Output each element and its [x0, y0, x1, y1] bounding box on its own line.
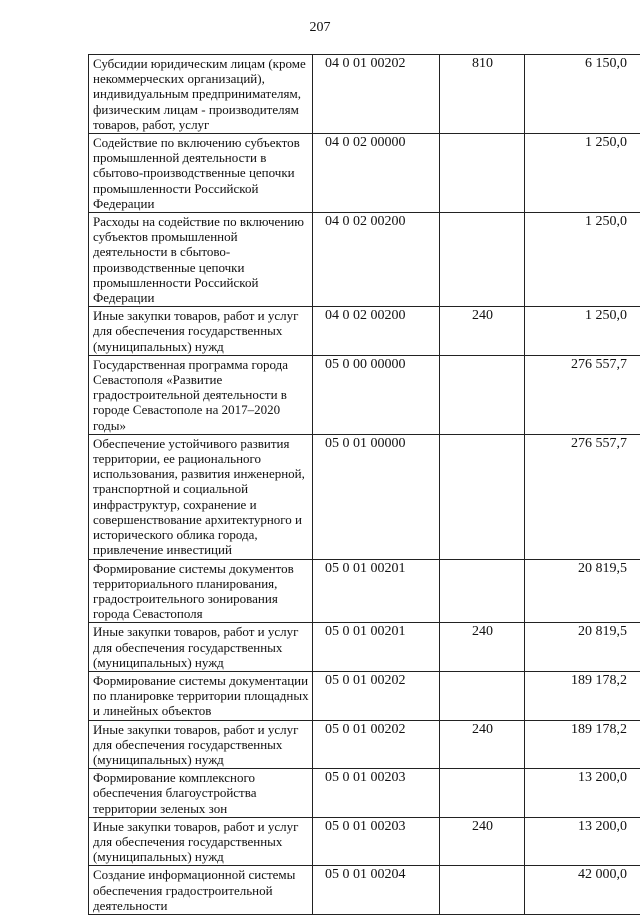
amount-cell: 1 250,0	[525, 213, 640, 307]
target-article-code-cell: 05 0 01 00203	[313, 817, 440, 866]
table-row	[89, 817, 640, 866]
target-article-code-cell: 05 0 00 00000	[313, 355, 440, 434]
target-article-code-cell: 04 0 01 00202	[313, 55, 440, 134]
amount-cell: 1 250,0	[525, 134, 640, 213]
table-row	[89, 434, 640, 559]
amount-cell: 276 557,7	[525, 355, 640, 434]
expense-type-cell	[440, 671, 525, 720]
table-row	[89, 623, 640, 672]
expense-type-cell: 810	[440, 55, 525, 134]
amount-cell: 13 200,0	[525, 769, 640, 818]
table-row	[89, 213, 640, 307]
table-row	[89, 671, 640, 720]
target-article-code-cell: 04 0 02 00000	[313, 134, 440, 213]
expense-type-cell	[440, 559, 525, 623]
target-article-code-cell: 05 0 01 00202	[313, 720, 440, 769]
expense-type-cell: 240	[440, 623, 525, 672]
target-article-code-cell: 05 0 01 00202	[313, 671, 440, 720]
target-article-code-cell: 04 0 02 00200	[313, 307, 440, 356]
expense-name-cell: Иные закупки товаров, работ и услуг для обеспечения государственных (муниципальных) нужд	[89, 307, 313, 356]
expense-type-cell	[440, 355, 525, 434]
table-row	[89, 769, 640, 818]
expense-type-cell	[440, 134, 525, 213]
target-article-code-cell: 05 0 01 00201	[313, 559, 440, 623]
expense-name-cell: Содействие по включению субъектов промышленной деятельности в сбытово-производственные цепочки промышленности Российской Федерации	[89, 134, 313, 213]
expense-type-cell	[440, 213, 525, 307]
expense-name-cell: Иные закупки товаров, работ и услуг для обеспечения государственных (муниципальных) нужд	[89, 817, 313, 866]
target-article-code-cell: 05 0 01 00204	[313, 866, 440, 915]
amount-cell: 42 000,0	[525, 866, 640, 915]
amount-cell: 189 178,2	[525, 671, 640, 720]
expense-name-cell: Государственная программа города Севастополя «Развитие градостроительной деятельности в городе Севастополе на 2017–2020 годы»	[89, 355, 313, 434]
target-article-code-cell: 05 0 01 00201	[313, 623, 440, 672]
table-row	[89, 720, 640, 769]
expense-name-cell: Формирование системы документов территориального планирования, градостроительного зонирования города Севастополя	[89, 559, 313, 623]
page-number: 207	[0, 20, 640, 36]
target-article-code-cell: 05 0 01 00000	[313, 434, 440, 559]
expense-name-cell: Иные закупки товаров, работ и услуг для обеспечения государственных (муниципальных) нужд	[89, 623, 313, 672]
expense-type-cell: 240	[440, 817, 525, 866]
expense-name-cell: Создание информационной системы обеспечения градостроительной деятельности	[89, 866, 313, 915]
expense-type-cell	[440, 769, 525, 818]
expense-type-cell	[440, 434, 525, 559]
table-row	[89, 559, 640, 623]
expense-name-cell: Расходы на содействие по включению субъектов промышленной деятельности в сбытово-производственные цепочки промышленности Российской Федерации	[89, 213, 313, 307]
expense-name-cell: Формирование системы документации по планировке территории площадных и линейных объектов	[89, 671, 313, 720]
table-row	[89, 134, 640, 213]
expense-type-cell: 240	[440, 307, 525, 356]
amount-cell: 13 200,0	[525, 817, 640, 866]
amount-cell: 20 819,5	[525, 559, 640, 623]
amount-cell: 20 819,5	[525, 623, 640, 672]
expense-name-cell: Иные закупки товаров, работ и услуг для обеспечения государственных (муниципальных) нужд	[89, 720, 313, 769]
expense-name-cell: Обеспечение устойчивого развития территории, ее рационального использования, развития инженерной, транспортной и социальной инфраструктур, сохранение и совершенствование архитектурного и исторического облика города, привлечение инвестиций	[89, 434, 313, 559]
budget-table-body	[89, 55, 640, 915]
budget-table	[88, 54, 640, 915]
table-row	[89, 355, 640, 434]
table-row	[89, 866, 640, 915]
amount-cell: 276 557,7	[525, 434, 640, 559]
amount-cell: 6 150,0	[525, 55, 640, 134]
expense-name-cell: Формирование комплексного обеспечения благоустройства территории зеленых зон	[89, 769, 313, 818]
target-article-code-cell: 04 0 02 00200	[313, 213, 440, 307]
amount-cell: 1 250,0	[525, 307, 640, 356]
expense-name-cell: Субсидии юридическим лицам (кроме некоммерческих организаций), индивидуальным предпринимателям, физическим лицам - производителям товаров, работ, услуг	[89, 55, 313, 134]
table-row	[89, 307, 640, 356]
expense-type-cell	[440, 866, 525, 915]
target-article-code-cell: 05 0 01 00203	[313, 769, 440, 818]
expense-type-cell: 240	[440, 720, 525, 769]
table-row	[89, 55, 640, 134]
amount-cell: 189 178,2	[525, 720, 640, 769]
